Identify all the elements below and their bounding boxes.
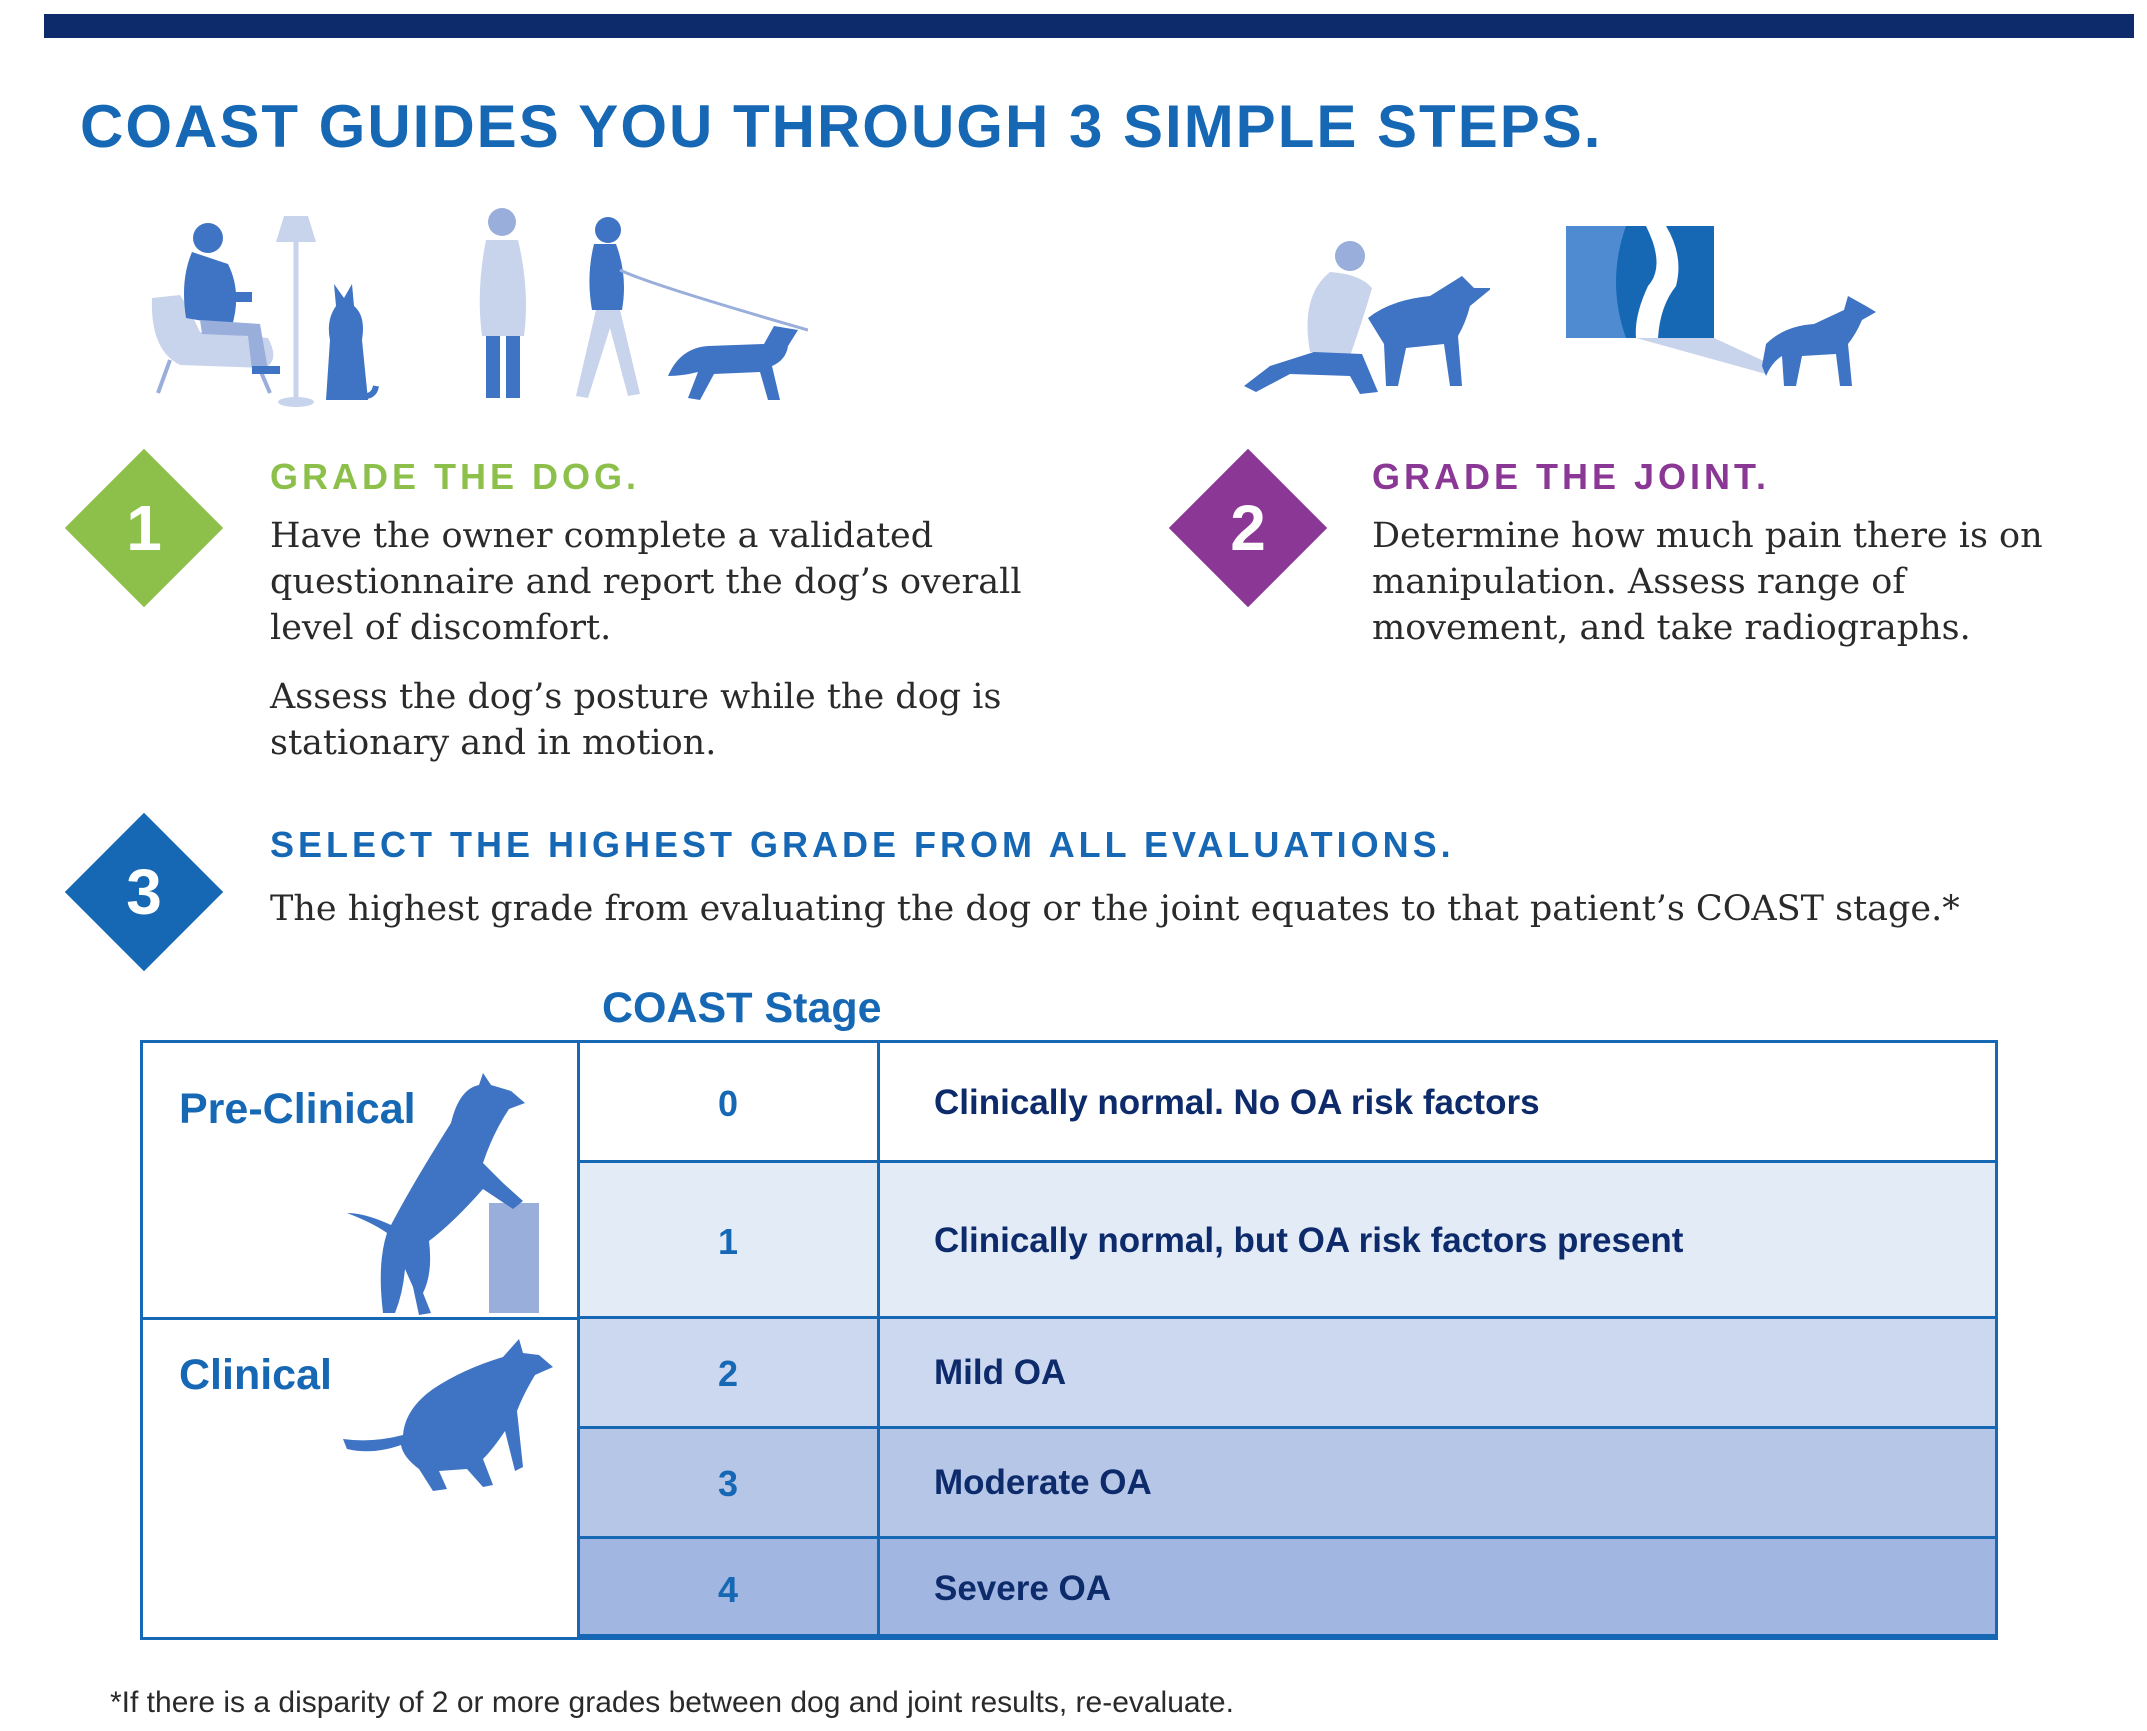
step-1-badge [64,448,224,608]
stage-number: 2 [717,1353,739,1394]
stage-number: 1 [717,1221,739,1262]
step-2-number: 2 [1230,492,1266,564]
stage-number: 4 [717,1569,739,1610]
radiograph-icon [1566,226,1886,401]
stage-description: Mild OA [934,1353,1067,1392]
group-label-clinical: Clinical [179,1351,332,1399]
coast-stage-table [140,1040,1998,1640]
table-row [577,1429,1995,1539]
footnote: *If there is a disparity of 2 or more grades between dog and joint results, re-evaluate. [110,1686,1234,1719]
step-1-number: 1 [126,492,162,564]
table-row [577,1043,1995,1163]
table-heading: COAST Stage [602,984,882,1032]
stage-number: 3 [717,1463,739,1504]
table-row [577,1163,1995,1319]
step-3-number: 3 [126,856,162,928]
vet-observing-walk-icon [468,200,808,415]
step-1-paragraph-1: Have the owner complete a validated questionnaire and report the dog’s overall level of discomfort. [270,516,1022,648]
step-1-paragraph-2: Assess the dog’s posture while the dog is stationary and in motion. [270,677,1002,763]
step-2-heading: GRADE THE JOINT. [1372,456,1771,497]
table-divider [577,1043,580,1637]
table-row [577,1319,1995,1429]
stage-description: Moderate OA [934,1463,1152,1502]
table-row [577,1539,1995,1637]
step-2-badge [1168,448,1328,608]
group-label-pre-clinical: Pre-Clinical [179,1085,416,1133]
owner-questionnaire-icon [140,200,380,415]
page-title: COAST GUIDES YOU THROUGH 3 SIMPLE STEPS. [80,93,1603,160]
step-3-badge [64,812,224,972]
vet-manipulating-joint-icon [1230,236,1490,401]
table-divider [877,1043,880,1637]
stage-description: Severe OA [934,1569,1112,1608]
stage-number: 0 [717,1083,739,1124]
step-3-heading: SELECT THE HIGHEST GRADE FROM ALL EVALUATIONS. [270,824,1455,865]
step-3-paragraph-1: The highest grade from evaluating the dog or the joint equates to that patient’s COAST stage.* [270,889,1960,929]
top-bar [44,14,2134,38]
stage-description: Clinically normal, but OA risk factors present [934,1221,1684,1260]
dog-sitting-icon [343,1339,563,1499]
dog-climbing-icon [343,1073,573,1323]
step-1-heading: GRADE THE DOG. [270,456,641,497]
step-2-paragraph-1: Determine how much pain there is on manipulation. Assess range of movement, and take radiographs. [1372,516,2043,648]
stage-description: Clinically normal. No OA risk factors [934,1083,1540,1122]
